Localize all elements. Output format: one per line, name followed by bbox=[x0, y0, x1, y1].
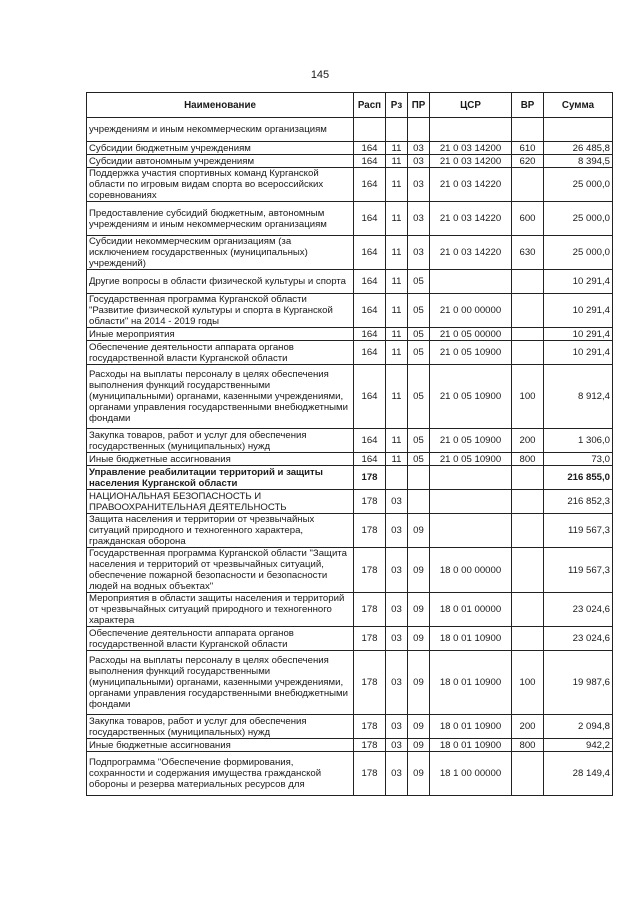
cell-vr: 100 bbox=[512, 651, 544, 715]
col-header-vr: ВР bbox=[512, 93, 544, 118]
cell-sum: 119 567,3 bbox=[544, 514, 613, 548]
cell-sum: 216 852,3 bbox=[544, 490, 613, 514]
cell-sum: 10 291,4 bbox=[544, 294, 613, 328]
cell-name: учреждениям и иным некоммерческим организациям bbox=[87, 118, 354, 142]
cell-csr bbox=[430, 118, 512, 142]
cell-rasp: 178 bbox=[354, 739, 386, 752]
cell-pr: 09 bbox=[408, 593, 430, 627]
cell-sum: 19 987,6 bbox=[544, 651, 613, 715]
cell-rasp: 164 bbox=[354, 365, 386, 429]
cell-csr: 21 0 05 10900 bbox=[430, 453, 512, 466]
cell-pr: 05 bbox=[408, 429, 430, 453]
cell-vr: 610 bbox=[512, 142, 544, 155]
col-header-pr: ПР bbox=[408, 93, 430, 118]
cell-rz: 11 bbox=[386, 341, 408, 365]
cell-vr: 200 bbox=[512, 715, 544, 739]
cell-name: Государственная программа Курганской области "Развитие физической культуры и спорта в Курганской области" на 2014 - 2019 годы bbox=[87, 294, 354, 328]
table-row bbox=[87, 202, 613, 236]
cell-name: Закупка товаров, работ и услуг для обеспечения государственных (муниципальных) нужд bbox=[87, 429, 354, 453]
cell-pr: 09 bbox=[408, 627, 430, 651]
cell-pr: 05 bbox=[408, 294, 430, 328]
table-row bbox=[87, 236, 613, 270]
cell-rz: 03 bbox=[386, 739, 408, 752]
cell-vr: 200 bbox=[512, 429, 544, 453]
cell-rz: 03 bbox=[386, 593, 408, 627]
cell-vr bbox=[512, 627, 544, 651]
cell-rasp: 164 bbox=[354, 270, 386, 294]
cell-rz: 03 bbox=[386, 651, 408, 715]
cell-name: Подпрограмма "Обеспечение формирования, сохранности и содержания имущества гражданской обороны и резерва материальных ресурсов для bbox=[87, 752, 354, 796]
table-row bbox=[87, 739, 613, 752]
cell-name: НАЦИОНАЛЬНАЯ БЕЗОПАСНОСТЬ И ПРАВООХРАНИТЕЛЬНАЯ ДЕЯТЕЛЬНОСТЬ bbox=[87, 490, 354, 514]
table-row bbox=[87, 341, 613, 365]
cell-pr bbox=[408, 490, 430, 514]
cell-pr: 09 bbox=[408, 752, 430, 796]
cell-rasp: 178 bbox=[354, 715, 386, 739]
budget-table bbox=[86, 92, 613, 796]
cell-csr: 21 0 00 00000 bbox=[430, 294, 512, 328]
cell-name: Мероприятия в области защиты населения и территорий от чрезвычайных ситуаций природного и техногенного характера bbox=[87, 593, 354, 627]
cell-rz: 03 bbox=[386, 490, 408, 514]
cell-csr: 21 0 03 14220 bbox=[430, 168, 512, 202]
cell-rz: 11 bbox=[386, 294, 408, 328]
cell-name: Иные бюджетные ассигнования bbox=[87, 739, 354, 752]
cell-pr: 03 bbox=[408, 202, 430, 236]
cell-rz: 11 bbox=[386, 453, 408, 466]
cell-name: Субсидии автономным учреждениям bbox=[87, 155, 354, 168]
cell-name: Расходы на выплаты персоналу в целях обеспечения выполнения функций государственными (муниципальными) органами, казенными учреждениями, органами управления государственными внебюджетными фондами bbox=[87, 365, 354, 429]
cell-rz: 11 bbox=[386, 328, 408, 341]
cell-sum: 25 000,0 bbox=[544, 168, 613, 202]
table-row bbox=[87, 466, 613, 490]
page-number: 145 bbox=[310, 69, 330, 81]
cell-rasp: 164 bbox=[354, 328, 386, 341]
table-row bbox=[87, 548, 613, 593]
cell-rasp: 164 bbox=[354, 294, 386, 328]
cell-rasp: 178 bbox=[354, 490, 386, 514]
table-header-row bbox=[87, 93, 613, 118]
cell-csr: 21 0 05 00000 bbox=[430, 328, 512, 341]
cell-sum: 10 291,4 bbox=[544, 270, 613, 294]
cell-rz: 03 bbox=[386, 752, 408, 796]
cell-rz bbox=[386, 118, 408, 142]
cell-csr: 18 1 00 00000 bbox=[430, 752, 512, 796]
cell-sum: 10 291,4 bbox=[544, 328, 613, 341]
cell-rz: 03 bbox=[386, 627, 408, 651]
cell-csr: 21 0 03 14200 bbox=[430, 155, 512, 168]
cell-csr bbox=[430, 490, 512, 514]
table-row bbox=[87, 627, 613, 651]
cell-vr bbox=[512, 593, 544, 627]
cell-pr: 09 bbox=[408, 651, 430, 715]
cell-name: Субсидии бюджетным учреждениям bbox=[87, 142, 354, 155]
cell-name: Поддержка участия спортивных команд Курганской области по игровым видам спорта во всероссийских соревнованиях bbox=[87, 168, 354, 202]
table-row bbox=[87, 118, 613, 142]
cell-rasp: 164 bbox=[354, 236, 386, 270]
cell-rasp: 164 bbox=[354, 142, 386, 155]
cell-sum bbox=[544, 118, 613, 142]
cell-vr: 800 bbox=[512, 453, 544, 466]
cell-csr bbox=[430, 270, 512, 294]
cell-rz: 11 bbox=[386, 236, 408, 270]
cell-sum: 28 149,4 bbox=[544, 752, 613, 796]
cell-rasp: 178 bbox=[354, 466, 386, 490]
cell-sum: 25 000,0 bbox=[544, 236, 613, 270]
cell-name: Защита населения и территории от чрезвычайных ситуаций природного и техногенного характера, гражданская оборона bbox=[87, 514, 354, 548]
cell-pr: 05 bbox=[408, 270, 430, 294]
table-row bbox=[87, 514, 613, 548]
cell-rasp: 164 bbox=[354, 155, 386, 168]
cell-pr: 03 bbox=[408, 168, 430, 202]
cell-sum: 23 024,6 bbox=[544, 627, 613, 651]
cell-vr: 800 bbox=[512, 739, 544, 752]
cell-vr bbox=[512, 548, 544, 593]
table-row bbox=[87, 715, 613, 739]
cell-pr: 03 bbox=[408, 236, 430, 270]
cell-name: Государственная программа Курганской области "Защита населения и территорий от чрезвычайных ситуаций, обеспечение пожарной безопасности и безопасности людей на водных объектах" bbox=[87, 548, 354, 593]
cell-sum: 10 291,4 bbox=[544, 341, 613, 365]
cell-vr bbox=[512, 341, 544, 365]
cell-rz: 03 bbox=[386, 548, 408, 593]
cell-sum: 8 394,5 bbox=[544, 155, 613, 168]
table-row bbox=[87, 294, 613, 328]
cell-rasp: 178 bbox=[354, 548, 386, 593]
cell-csr: 21 0 03 14200 bbox=[430, 142, 512, 155]
cell-name: Предоставление субсидий бюджетным, автономным учреждениям и иным некоммерческим организациям bbox=[87, 202, 354, 236]
cell-vr: 100 bbox=[512, 365, 544, 429]
cell-vr bbox=[512, 490, 544, 514]
cell-pr: 09 bbox=[408, 739, 430, 752]
cell-csr: 18 0 01 00000 bbox=[430, 593, 512, 627]
cell-rz: 11 bbox=[386, 365, 408, 429]
col-header-rz: Рз bbox=[386, 93, 408, 118]
cell-rasp: 164 bbox=[354, 202, 386, 236]
cell-vr bbox=[512, 328, 544, 341]
table-row bbox=[87, 168, 613, 202]
cell-vr bbox=[512, 118, 544, 142]
cell-rasp: 178 bbox=[354, 651, 386, 715]
cell-pr bbox=[408, 118, 430, 142]
cell-csr: 21 0 05 10900 bbox=[430, 429, 512, 453]
cell-pr: 05 bbox=[408, 365, 430, 429]
cell-name: Другие вопросы в области физической культуры и спорта bbox=[87, 270, 354, 294]
cell-rz: 11 bbox=[386, 168, 408, 202]
cell-csr: 21 0 03 14220 bbox=[430, 202, 512, 236]
table-row bbox=[87, 429, 613, 453]
cell-vr bbox=[512, 294, 544, 328]
table-row bbox=[87, 365, 613, 429]
cell-csr: 18 0 01 10900 bbox=[430, 715, 512, 739]
cell-sum: 216 855,0 bbox=[544, 466, 613, 490]
cell-csr: 18 0 00 00000 bbox=[430, 548, 512, 593]
cell-rz: 11 bbox=[386, 270, 408, 294]
cell-rz: 03 bbox=[386, 715, 408, 739]
cell-name: Расходы на выплаты персоналу в целях обеспечения выполнения функций государственными (муниципальными) органами, казенными учреждениями, органами управления государственными внебюджетными фондами bbox=[87, 651, 354, 715]
cell-vr: 600 bbox=[512, 202, 544, 236]
cell-rasp: 178 bbox=[354, 593, 386, 627]
col-header-sum: Сумма bbox=[544, 93, 613, 118]
cell-rasp bbox=[354, 118, 386, 142]
table-row bbox=[87, 752, 613, 796]
cell-sum: 23 024,6 bbox=[544, 593, 613, 627]
cell-rz: 11 bbox=[386, 155, 408, 168]
cell-pr: 09 bbox=[408, 548, 430, 593]
table-row bbox=[87, 270, 613, 294]
cell-name: Управление реабилитации территорий и защиты населения Курганской области bbox=[87, 466, 354, 490]
cell-rz bbox=[386, 466, 408, 490]
table-row bbox=[87, 142, 613, 155]
cell-csr: 21 0 03 14220 bbox=[430, 236, 512, 270]
cell-pr: 05 bbox=[408, 328, 430, 341]
cell-csr: 21 0 05 10900 bbox=[430, 365, 512, 429]
cell-csr: 21 0 05 10900 bbox=[430, 341, 512, 365]
cell-pr bbox=[408, 466, 430, 490]
cell-sum: 119 567,3 bbox=[544, 548, 613, 593]
cell-pr: 05 bbox=[408, 453, 430, 466]
cell-sum: 1 306,0 bbox=[544, 429, 613, 453]
cell-name: Обеспечение деятельности аппарата органов государственной власти Курганской области bbox=[87, 341, 354, 365]
cell-rasp: 178 bbox=[354, 752, 386, 796]
cell-name: Закупка товаров, работ и услуг для обеспечения государственных (муниципальных) нужд bbox=[87, 715, 354, 739]
table-row bbox=[87, 155, 613, 168]
cell-name: Обеспечение деятельности аппарата органов государственной власти Курганской области bbox=[87, 627, 354, 651]
cell-sum: 2 094,8 bbox=[544, 715, 613, 739]
cell-rz: 03 bbox=[386, 514, 408, 548]
cell-rasp: 164 bbox=[354, 341, 386, 365]
cell-rz: 11 bbox=[386, 429, 408, 453]
cell-csr bbox=[430, 466, 512, 490]
cell-sum: 26 485,8 bbox=[544, 142, 613, 155]
cell-name: Иные мероприятия bbox=[87, 328, 354, 341]
cell-csr: 18 0 01 10900 bbox=[430, 651, 512, 715]
cell-vr: 630 bbox=[512, 236, 544, 270]
table-row bbox=[87, 328, 613, 341]
cell-pr: 03 bbox=[408, 155, 430, 168]
cell-sum: 8 912,4 bbox=[544, 365, 613, 429]
cell-vr bbox=[512, 168, 544, 202]
cell-csr bbox=[430, 514, 512, 548]
cell-vr bbox=[512, 752, 544, 796]
cell-rasp: 164 bbox=[354, 453, 386, 466]
cell-pr: 03 bbox=[408, 142, 430, 155]
cell-pr: 05 bbox=[408, 341, 430, 365]
cell-vr: 620 bbox=[512, 155, 544, 168]
cell-csr: 18 0 01 10900 bbox=[430, 739, 512, 752]
cell-vr bbox=[512, 466, 544, 490]
cell-rz: 11 bbox=[386, 202, 408, 236]
col-header-name: Наименование bbox=[87, 93, 354, 118]
cell-name: Иные бюджетные ассигнования bbox=[87, 453, 354, 466]
cell-vr bbox=[512, 514, 544, 548]
cell-vr bbox=[512, 270, 544, 294]
cell-rasp: 178 bbox=[354, 627, 386, 651]
cell-rasp: 178 bbox=[354, 514, 386, 548]
cell-sum: 25 000,0 bbox=[544, 202, 613, 236]
table-row bbox=[87, 490, 613, 514]
cell-rasp: 164 bbox=[354, 168, 386, 202]
cell-sum: 942,2 bbox=[544, 739, 613, 752]
table-row bbox=[87, 453, 613, 466]
cell-pr: 09 bbox=[408, 715, 430, 739]
table-row bbox=[87, 593, 613, 627]
cell-sum: 73,0 bbox=[544, 453, 613, 466]
cell-csr: 18 0 01 10900 bbox=[430, 627, 512, 651]
cell-rasp: 164 bbox=[354, 429, 386, 453]
cell-pr: 09 bbox=[408, 514, 430, 548]
cell-name: Субсидии некоммерческим организациям (за исключением государственных (муниципальных) учреждений) bbox=[87, 236, 354, 270]
table-row bbox=[87, 651, 613, 715]
col-header-rasp: Расп bbox=[354, 93, 386, 118]
col-header-csr: ЦСР bbox=[430, 93, 512, 118]
cell-rz: 11 bbox=[386, 142, 408, 155]
